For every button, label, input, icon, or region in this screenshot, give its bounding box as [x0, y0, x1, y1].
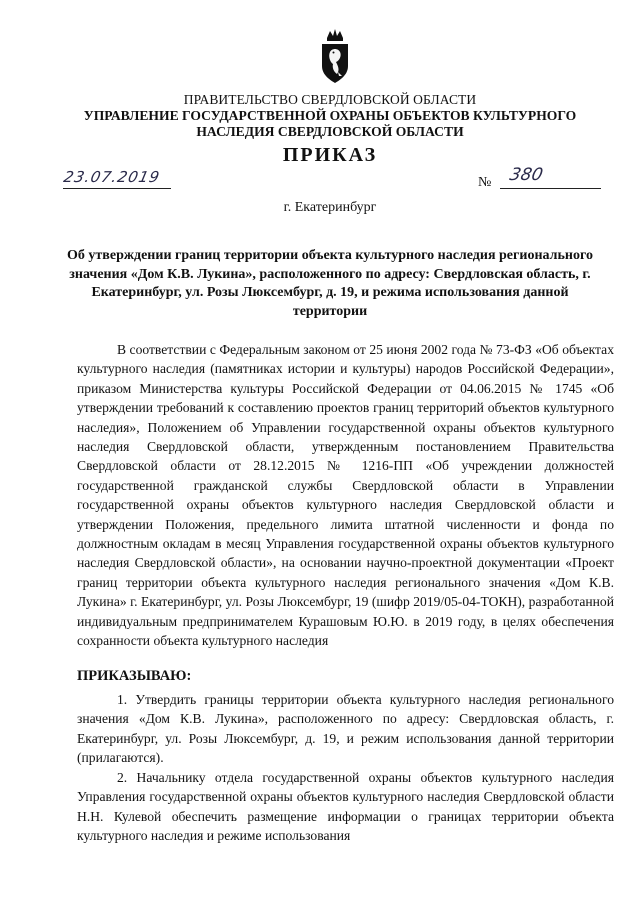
- handwritten-number: 380: [507, 165, 545, 185]
- order-subject: Об утверждении границ территории объекта культурного наследия регионального значения «Дом К.В. Лукина», расположенного по адресу: Свердловская область, г. Екатеринбург, ул. Розы Люксембург, д. 19, и режима использования данной территории: [67, 248, 593, 319]
- order-keyword: ПРИКАЗЫВАЮ:: [77, 668, 192, 684]
- city: г. Екатеринбург: [283, 200, 377, 215]
- number-underline: [500, 188, 601, 189]
- sverdlovsk-coat-of-arms-icon: [318, 28, 352, 84]
- order-item-2: 2. Начальнику отдела государственной охраны объектов культурного наследия Управления государственной охраны объектов культурного наследия Свердловской области Н.Н. Кулевой обеспечить размещение информации о границах территории объекта культурного наследия и режиме использования: [77, 770, 614, 844]
- department-name: УПРАВЛЕНИЕ ГОСУДАРСТВЕННОЙ ОХРАНЫ ОБЪЕКТОВ КУЛЬТУРНОГО НАСЛЕДИЯ СВЕРДЛОВСКОЙ ОБЛАСТИ: [83, 108, 577, 139]
- number-label: №: [478, 175, 492, 190]
- preamble-paragraph: В соответствии с Федеральным законом от 25 июня 2002 года № 73-ФЗ «Об объектах культурного наследия (памятниках истории и культуры) народов Российской Федерации», приказом Министерства культуры Российской Федерации от 04.06.2015 № 1745 «Об утверждении требований к составлению проектов границ территорий объектов культурного наследия», Положением об Управлении государственной охраны объектов культурного наследия Свердловской области, утвержденным постановлением Правительства Свердловской области от 28.12.2015 № 1216-ПП «Об учреждении должностей государственной гражданской службы Свердловской области в Управлении государственной охраны объектов культурного наследия Свердловской области и утверждении Положения, предельного лимита штатной численности и фонда по должностным окладам в месяц Управления государственной охраны объектов культурного наследия Свердловской области», на основании научно-проектной документации «Проект границ территории объекта культурного наследия регионального значения «Дом К.В. Лукина» г. Екатеринбург, ул. Розы Люксембург, 19 (шифр 2019/05-04-ТОКН), разработанной индивидуальным предпринимателем Курашовым Ю.Ю. в 2019 году, в целях обеспечения сохранности объекта культурного наследия: [77, 342, 614, 649]
- handwritten-date: 23.07.2019: [62, 168, 162, 186]
- order-item-1: 1. Утвердить границы территории объекта культурного наследия регионального значения «Дом К.В. Лукина», расположенного по адресу: Свердловская область, г. Екатеринбург, ул. Розы Люксембург, д. 19, и режим использования данной территории (прилагаются).: [77, 692, 614, 766]
- government-name: ПРАВИТЕЛЬСТВО СВЕРДЛОВСКОЙ ОБЛАСТИ: [183, 92, 477, 107]
- document-type-title: ПРИКАЗ: [282, 144, 378, 166]
- date-underline: [63, 188, 171, 189]
